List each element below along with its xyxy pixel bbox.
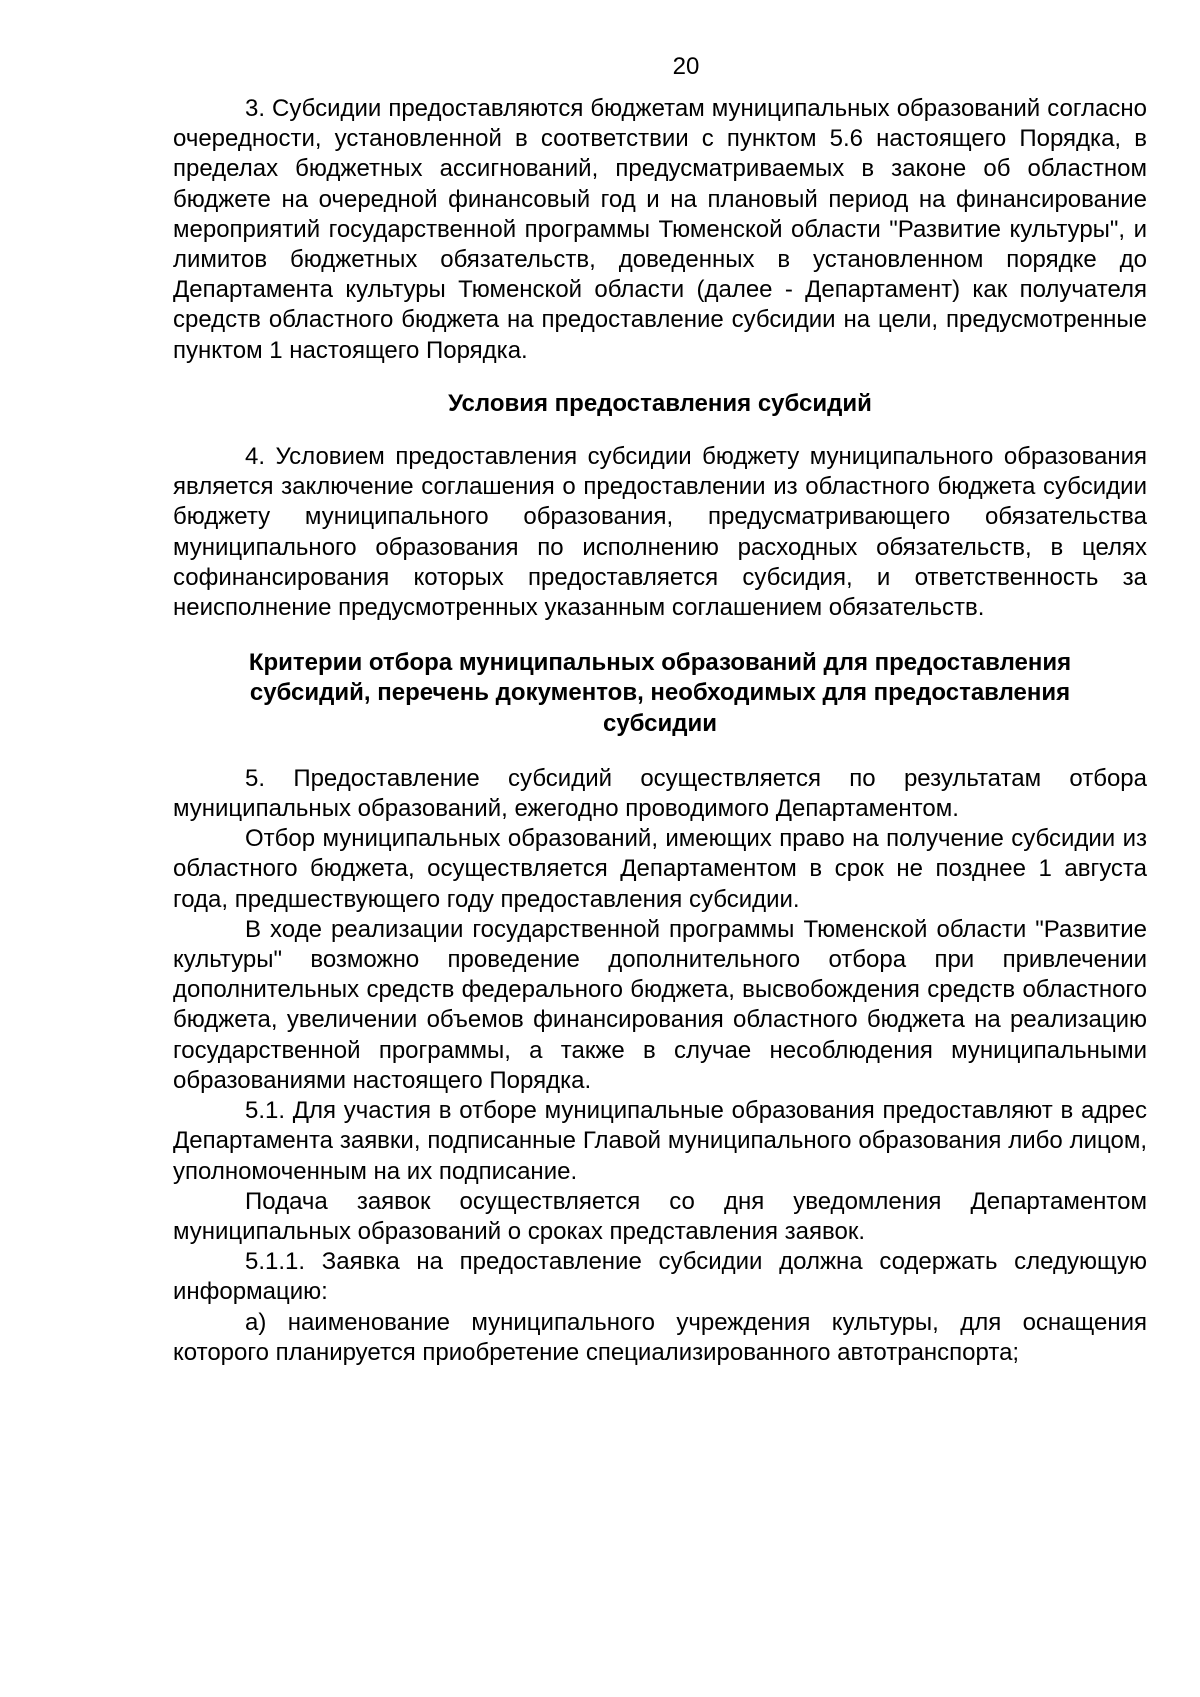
document-page — [173, 52, 1147, 1368]
paragraph-5-1-1: 5.1.1. Заявка на предоставление субсидии должна содержать следующую информацию: — [173, 1248, 1147, 1306]
paragraph-5-selection: Отбор муниципальных образований, имеющих право на получение субсидии из областного бюджета, осуществляется Департаментом в срок не позднее 1 августа года, предшествующего году предоставления субсидии. — [173, 825, 1147, 913]
paragraph-4: 4. Условием предоставления субсидии бюджету муниципального образования является заключение соглашения о предоставлении из областного бюджета субсидии бюджету муниципального образования, предусматривающего обязательства муниципального образования по исполнению расходных обязательств, в целях софинансирования которых предоставляется субсидия, и ответственность за неисполнение предусмотренных указанным соглашением обязательств. — [173, 443, 1147, 622]
paragraph-5-1: 5.1. Для участия в отборе муниципальные образования предоставляют в адрес Департамента заявки, подписанные Главой муниципального образования либо лицом, уполномоченным на их подписание. — [173, 1097, 1147, 1185]
page-number: 20 — [672, 53, 700, 80]
paragraph-5-1-1-a: а) наименование муниципального учреждения культуры, для оснащения которого планируется приобретение специализированного автотранспорта; — [173, 1308, 1147, 1366]
paragraph-5: 5. Предоставление субсидий осуществляется по результатам отбора муниципальных образований, ежегодно проводимого Департаментом. — [173, 764, 1147, 823]
heading-criteria — [173, 648, 1147, 739]
heading-criteria-line-2: субсидий, перечень документов, необходимых для предоставления — [249, 679, 1071, 707]
heading-conditions: Условия предоставления субсидий — [448, 389, 872, 417]
heading-criteria-line-1: Критерии отбора муниципальных образований для предоставления — [248, 649, 1072, 677]
paragraph-5-1-submission: Подача заявок осуществляется со дня уведомления Департаментом муниципальных образований о сроках представления заявок. — [173, 1187, 1147, 1245]
paragraph-3: 3. Субсидии предоставляются бюджетам муниципальных образований согласно очередности, установленной в соответствии с пунктом 5.6 настоящего Порядка, в пределах бюджетных ассигнований, предусматриваемых в законе об областном бюджете на очередной финансовый год и на плановый период на финансирование мероприятий государственной программы Тюменской области "Развитие культуры", и лимитов бюджетных обязательств, доведенных в установленном порядке до Департамента культуры Тюменской области (далее - Департамент) как получателя средств областного бюджета на предоставление субсидии на цели, предусмотренные пунктом 1 настоящего Порядка. — [173, 95, 1147, 364]
heading-criteria-line-3: субсидии — [602, 709, 718, 737]
paragraph-5-additional: В ходе реализации государственной программы Тюменской области "Развитие культуры" возможно проведение дополнительного отбора при привлечении дополнительных средств федерального бюджета, высвобождения средств областного бюджета, увеличении объемов финансирования областного бюджета на реализацию государственной программы, а также в случае несоблюдения муниципальными образованиями настоящего Порядка. — [173, 915, 1147, 1094]
